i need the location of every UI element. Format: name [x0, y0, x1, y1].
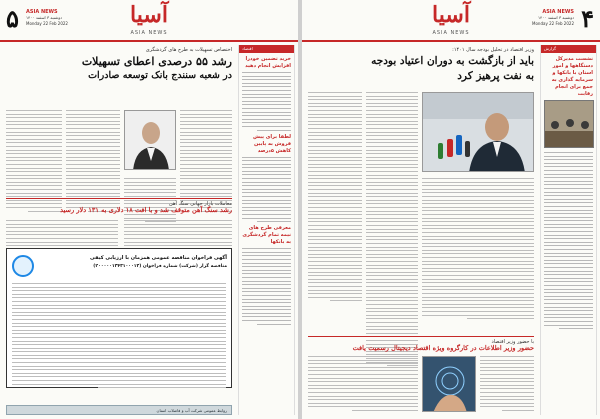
- lead-story-headline[interactable]: رشد ۵۵ درصدی اعطای تسهیلات: [81, 55, 232, 68]
- header-date-en: Monday 22 Feb 2022: [532, 21, 574, 26]
- second-story-kicker: با حضور وزیر اقتصاد: [308, 336, 534, 345]
- digital-hand-icon: [423, 357, 476, 412]
- lead-story-kicker: وزیر اقتصاد در تحلیل بودجه سال ۱۴۰۱:: [452, 47, 534, 53]
- ad-subtitle: مناقصه گزار (شرکت) شماره فراخوان (۲۰۰۰۰۰۱۳۴۳۱۰۰۰۱۳): [93, 264, 227, 269]
- page-number: ۵: [6, 4, 19, 33]
- right-page: [302, 0, 600, 419]
- portrait-photo: [124, 110, 176, 170]
- masthead-logo: آسیا: [130, 2, 168, 28]
- press-conference-photo: [422, 92, 534, 172]
- second-story-headline[interactable]: حضور وزیر اطلاعات در کارگروه ویژه اقتصاد دیجیتال رسمیت یافت: [352, 344, 534, 352]
- second-story-body-col2: [308, 356, 418, 414]
- lead-story-body-col3: [422, 178, 534, 322]
- ad-footer-band: روابط عمومی شرکت آب و فاضلاب استان: [6, 405, 232, 415]
- header-outlet: ASIA NEWS: [542, 9, 574, 15]
- header-date-fa: دوشنبه ۳ اسفند ۱۴۰۰: [26, 15, 62, 20]
- masthead-subtitle: ASIA NEWS: [432, 30, 470, 36]
- meeting-scene-icon: [545, 101, 594, 148]
- second-story-headline[interactable]: رشد سنگ آهن متوقف شد و با افت ۱۸ دلاری به ۱۳۱ دلار رسید: [60, 206, 232, 214]
- header-date-info: [532, 9, 574, 27]
- header-outlet: ASIA NEWS: [26, 9, 58, 15]
- header-date-en: Monday 22 Feb 2022: [26, 21, 68, 26]
- lead-story-body-col2: [308, 92, 362, 304]
- ad-title: آگهی فراخوان مناقصه عمومی همزمان با ارزیابی کیفی: [90, 255, 227, 261]
- sidebar-label: اقتصاد: [239, 45, 294, 53]
- lead-story-body-col1: [366, 92, 418, 369]
- sidebar-item-title[interactable]: لطفا برای پیش فروش به پایین کاهش ۵درصد: [253, 133, 291, 154]
- minister-microphones-icon: [423, 93, 534, 172]
- masthead-logo: آسیا: [432, 2, 470, 28]
- meeting-photo: [544, 100, 594, 148]
- sidebar-column: [540, 45, 597, 415]
- second-story-kicker: معاملات بازار جهانی سنگ آهن: [6, 198, 232, 207]
- digital-economy-photo: [422, 356, 476, 412]
- sidebar-label: گزارش: [541, 45, 596, 53]
- second-story-body-col1: [480, 356, 534, 414]
- sidebar-column: [238, 45, 295, 415]
- header-date-fa: دوشنبه ۳ اسفند ۱۴۰۰: [538, 15, 574, 20]
- lead-story-subheadline[interactable]: به نفت پرهیز کرد: [457, 70, 534, 82]
- lead-story-headline[interactable]: باید از بازگشت به دوران اعتیاد بودجه: [371, 55, 534, 67]
- header-date-info: [26, 9, 68, 27]
- sidebar-item-title[interactable]: معرفی طرح های نیمه تمام گردشگری به بانکها: [242, 225, 291, 246]
- page-number: ۴: [581, 4, 594, 33]
- page-header: [0, 0, 298, 42]
- ad-body-text: [12, 283, 226, 391]
- sidebar-item-title[interactable]: خرید تضمین خودرا افزایش انجام دهید: [245, 56, 291, 69]
- lead-story-subheadline[interactable]: در شعبه سنندج بانک توسعه صادرات: [88, 70, 232, 81]
- left-page: [0, 0, 298, 419]
- page-header: [302, 0, 600, 42]
- lead-story-kicker: اختصاص تسهیلات به طرح های گردشگری: [145, 47, 232, 53]
- tender-advertisement[interactable]: [6, 248, 232, 388]
- person-icon: [125, 111, 176, 170]
- sidebar-item-title[interactable]: نشست مدیرکل دستگاهها و امور استان با بانکها و سرمایه گذاری به جمع برای انجام رقابت: [551, 56, 593, 97]
- masthead-subtitle: ASIA NEWS: [130, 30, 168, 36]
- water-company-logo-icon: [12, 255, 34, 277]
